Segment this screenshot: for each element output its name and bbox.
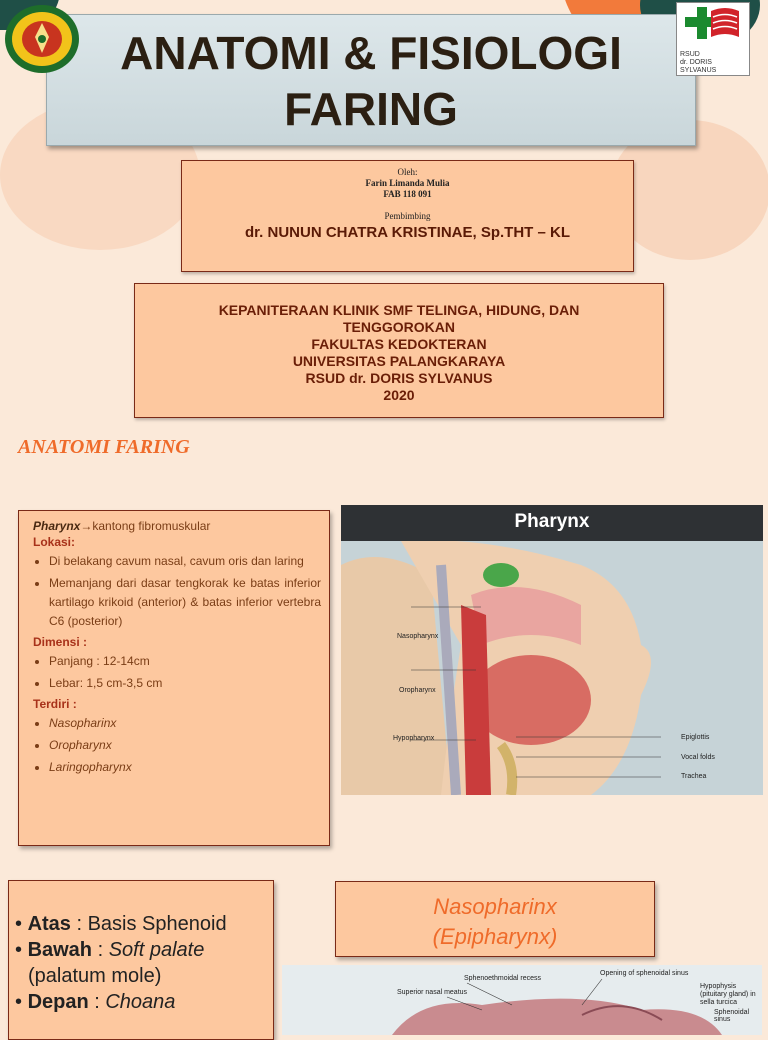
image-label: Sphenoidal sinus: [714, 1009, 750, 1023]
dimensi-list: [33, 652, 321, 693]
lokasi-list: [33, 552, 321, 631]
pharynx-image-title-bar: [341, 505, 763, 541]
list-item: • Lebar: 1,5 cm-3,5 cm: [49, 674, 321, 693]
title-line-2: FARING: [284, 83, 458, 135]
list-item: • Panjang : 12-14cm: [49, 652, 321, 671]
terdiri-list: [33, 714, 321, 777]
institution-line: KEPANITERAAN KLINIK SMF TELINGA, HIDUNG, DAN: [218, 302, 580, 318]
nasopharynx-illustration: [282, 965, 762, 1035]
title-box: [46, 14, 696, 146]
image-label: Oropharynx: [399, 687, 436, 694]
institution-line: UNIVERSITAS PALANGKARAYA: [292, 353, 506, 369]
image-label: Hypophysis (pituitary gland) in sella turcica: [700, 983, 756, 1006]
image-label: Superior nasal meatus: [397, 989, 468, 996]
image-label: Epiglottis: [681, 734, 710, 741]
supervisor-name: dr. NUNUN CHATRA KRISTINAE, Sp.THT – KL: [245, 224, 570, 241]
nasopharynx-subtitle: (Epipharynx): [432, 924, 558, 949]
hospital-logo-caption: RSUD dr. DORIS SYLVANUS: [680, 51, 717, 74]
page-title: [47, 25, 695, 137]
author-id: FAB 118 091: [383, 189, 432, 199]
list-item: • Memanjang dari dasar tengkorak ke batas inferior kartilago krikoid (anterior) & batas inferior vertebra C6 (posterior): [49, 574, 321, 631]
image-label: Vocal folds: [681, 754, 715, 761]
bound-row: • Depan : Choana: [15, 991, 176, 1013]
list-item: • Laringopharynx: [49, 758, 321, 777]
author-name: Farin Limanda Mulia: [365, 178, 450, 188]
institution-line: FAKULTAS KEDOKTERAN: [311, 336, 487, 352]
image-label: Trachea: [681, 773, 707, 780]
dimensi-label: Dimensi :: [33, 635, 88, 649]
supervisor-label: Pembimbing: [384, 211, 431, 221]
terdiri-label: Terdiri :: [33, 697, 77, 711]
institution-line: RSUD dr. DORIS SYLVANUS: [305, 370, 493, 386]
pharynx-definition: [33, 519, 321, 533]
university-logo: [3, 3, 81, 75]
nasopharynx-title: Nasopharinx: [433, 894, 557, 919]
list-item: • Nasopharinx: [49, 714, 321, 733]
list-item: • Di belakang cavum nasal, cavum oris dan laring: [49, 552, 321, 571]
pharynx-term: Pharynx: [33, 519, 81, 533]
author-box: [181, 160, 634, 272]
lokasi-label: Lokasi:: [33, 535, 76, 549]
by-label: Oleh:: [397, 167, 418, 177]
image-label: Hypopharynx: [393, 735, 435, 742]
pharynx-info-box: [18, 510, 330, 846]
bound-row: • Atas : Basis Sphenoid: [15, 913, 227, 935]
image-label: Opening of sphenoidal sinus: [600, 970, 689, 977]
nasopharynx-bounds-box: [8, 880, 274, 1040]
institution-box: [134, 283, 664, 418]
pharynx-image-title: Pharynx: [514, 511, 590, 532]
institution-line: TENGGOROKAN: [343, 319, 455, 335]
section-heading: ANATOMI FARING: [18, 436, 190, 458]
bound-row: • Bawah : Soft palate: [15, 939, 205, 961]
institution-year: 2020: [383, 387, 415, 403]
list-item: • Oropharynx: [49, 736, 321, 755]
pharynx-definition-text: →kantong fibromuskular: [80, 519, 211, 533]
bound-row: (palatum mole): [28, 965, 162, 987]
image-label: Sphenoethmoidal recess: [464, 975, 542, 982]
image-label: Nasopharynx: [397, 633, 439, 640]
title-line-1: ANATOMI & FISIOLOGI: [120, 27, 622, 79]
pharynx-illustration: [341, 505, 763, 795]
hospital-logo: [676, 2, 750, 76]
nasopharynx-title-box: [335, 881, 655, 957]
